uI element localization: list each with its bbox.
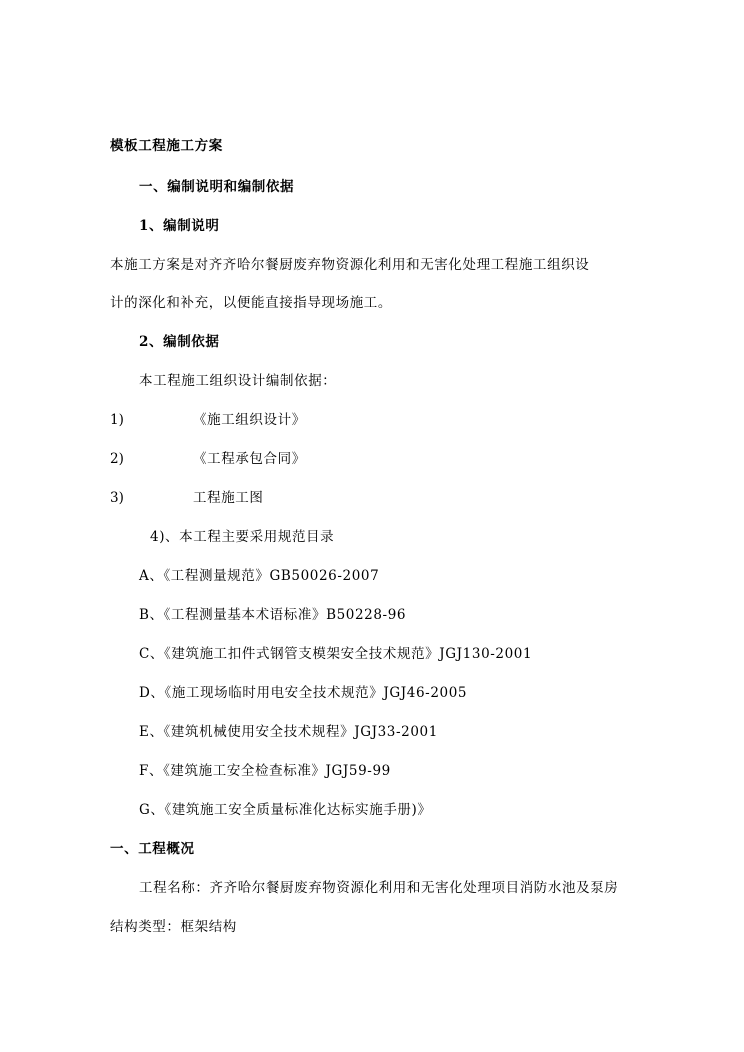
subsection-heading-description: 1、编制说明: [139, 218, 220, 234]
subsection-heading-basis: 2、编制依据: [139, 334, 220, 350]
list-item-number: 1): [110, 412, 124, 428]
description-paragraph-line-2: 计的深化和补充，以便能直接指导现场施工。: [110, 295, 392, 311]
document-title: 模板工程施工方案: [110, 138, 223, 154]
section-heading-compilation: 一、编制说明和编制依据: [139, 179, 295, 195]
structure-type: 结构类型：框架结构: [110, 919, 237, 935]
project-name: 工程名称：齐齐哈尔餐厨废弃物资源化利用和无害化处理项目消防水池及泵房: [139, 880, 619, 896]
basis-intro: 本工程施工组织设计编制依据：: [139, 373, 337, 389]
standard-item: D、《施工现场临时用电安全技术规范》JGJ46-2005: [139, 685, 468, 701]
standard-item: C、《建筑施工扣件式钢管支模架安全技术规范》JGJ130-2001: [139, 646, 533, 662]
standard-item: G、《建筑施工安全质量标准化达标实施手册)》: [139, 802, 432, 818]
standard-item: E、《建筑机械使用安全技术规程》JGJ33-2001: [139, 724, 438, 740]
section-heading-overview: 一、工程概况: [110, 841, 195, 857]
standards-heading: 4)、本工程主要采用规范目录: [150, 529, 335, 545]
list-item-text: 《施工组织设计》: [193, 412, 306, 428]
standard-item: F、《建筑施工安全检查标准》JGJ59-99: [139, 763, 391, 779]
standard-item: A、《工程测量规范》GB50026-2007: [139, 568, 380, 584]
standard-item: B、《工程测量基本术语标准》B50228-96: [139, 607, 407, 623]
list-item-text: 工程施工图: [193, 490, 264, 506]
list-item-number: 3): [110, 490, 124, 506]
list-item-text: 《工程承包合同》: [193, 451, 306, 467]
description-paragraph-line-1: 本施工方案是对齐齐哈尔餐厨废弃物资源化利用和无害化处理工程施工组织设: [110, 257, 590, 273]
list-item-number: 2): [110, 451, 124, 467]
